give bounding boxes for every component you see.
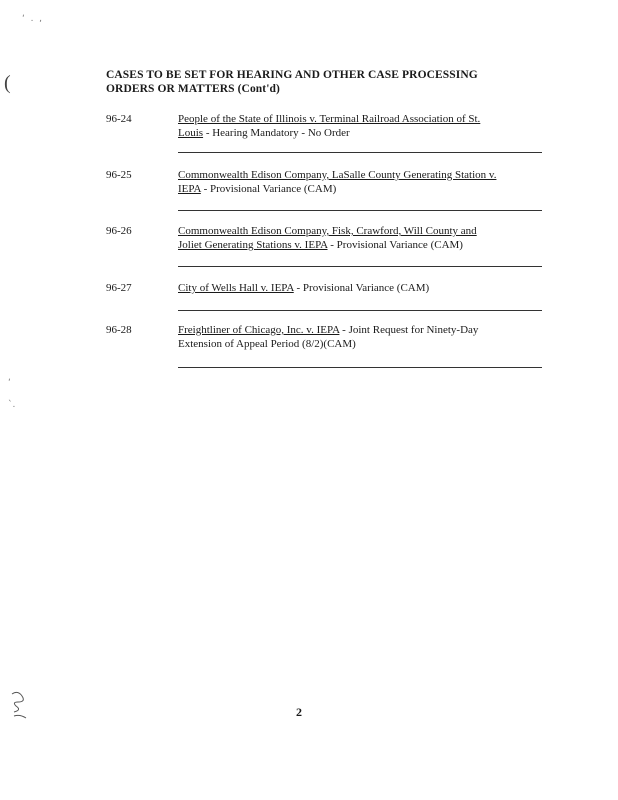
case-status: - Hearing Mandatory - No Order bbox=[203, 127, 350, 139]
case-title: Freightliner of Chicago, Inc. v. IEPA bbox=[178, 324, 340, 336]
heading-line-1: CASES TO BE SET FOR HEARING AND OTHER CASE PROCESSING bbox=[106, 69, 478, 81]
case-number: 96-25 bbox=[106, 169, 132, 181]
case-description bbox=[178, 168, 542, 196]
signature-line bbox=[178, 210, 542, 211]
scan-speck: `. bbox=[8, 400, 16, 410]
case-status: - Provisional Variance (CAM) bbox=[327, 239, 463, 251]
case-title: People of the State of Illinois v. Terminal Railroad Association of St. bbox=[178, 113, 481, 125]
heading-line-2: ORDERS OR MATTERS (Cont'd) bbox=[106, 83, 280, 95]
signature-line bbox=[178, 310, 542, 311]
case-status: - Joint Request for Ninety-Day bbox=[339, 324, 479, 336]
case-number: 96-26 bbox=[106, 225, 132, 237]
case-title-cont: IEPA bbox=[178, 183, 201, 195]
case-description bbox=[178, 112, 542, 140]
page-number: 2 bbox=[296, 705, 302, 719]
signature-line bbox=[178, 367, 542, 368]
case-title: Commonwealth Edison Company, LaSalle County Generating Station v. bbox=[178, 169, 497, 181]
section-heading bbox=[106, 68, 526, 96]
case-description bbox=[178, 224, 542, 252]
case-title: City of Wells Hall v. IEPA bbox=[178, 282, 294, 294]
case-number: 96-28 bbox=[106, 324, 132, 336]
case-title: Commonwealth Edison Company, Fisk, Crawford, Will County and bbox=[178, 225, 477, 237]
case-description bbox=[178, 281, 542, 295]
case-status-cont: Extension of Appeal Period (8/2)(CAM) bbox=[178, 338, 356, 350]
case-title-cont: Louis bbox=[178, 127, 204, 139]
scan-mark-paren: ( bbox=[4, 72, 11, 94]
case-status: - Provisional Variance (CAM) bbox=[293, 282, 430, 294]
scan-speck: ‘ . , bbox=[22, 14, 43, 24]
case-number: 96-27 bbox=[106, 282, 132, 294]
scan-speck: ‘ bbox=[8, 378, 11, 388]
signature-line bbox=[178, 266, 542, 267]
scan-stamp-mark bbox=[8, 688, 30, 720]
case-status: - Provisional Variance (CAM) bbox=[200, 183, 337, 195]
signature-line bbox=[178, 152, 542, 153]
case-description bbox=[178, 323, 542, 351]
case-title-cont: Joliet Generating Stations v. IEPA bbox=[178, 239, 328, 251]
case-number: 96-24 bbox=[106, 113, 132, 125]
